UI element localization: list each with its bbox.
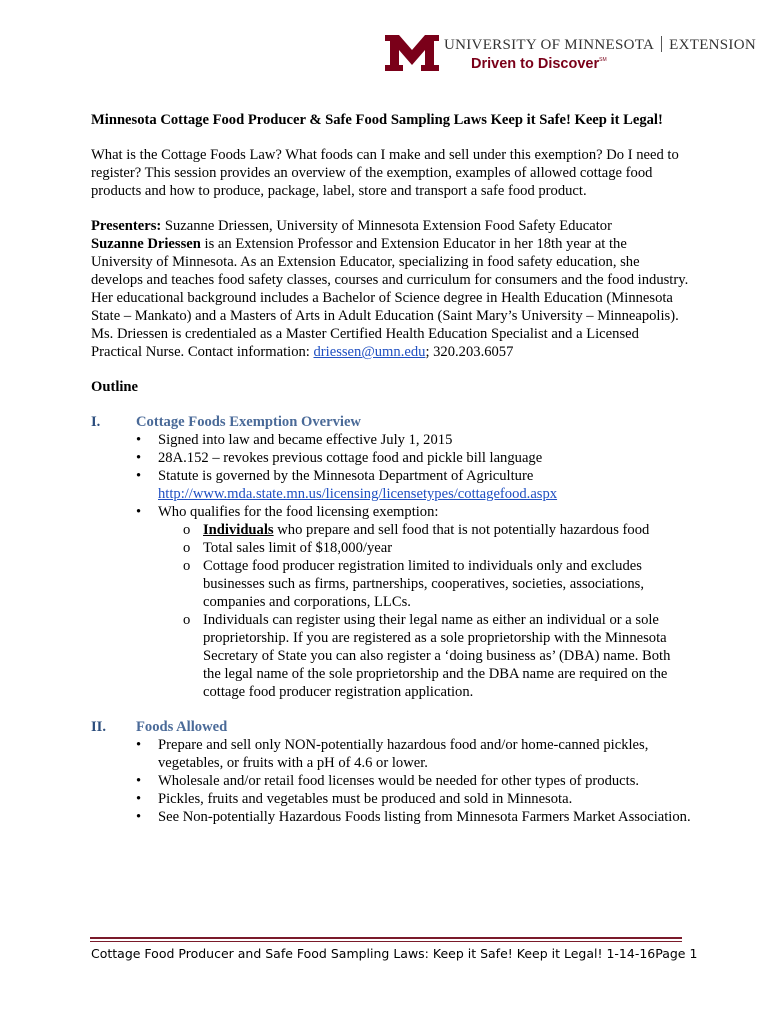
university-wordmark — [444, 36, 756, 54]
page-header — [385, 35, 756, 75]
list-item: • Signed into law and became effective July 1, 2015 — [158, 431, 691, 449]
list-item: • Wholesale and/or retail food licenses would be needed for other types of products. — [158, 772, 691, 790]
list-item — [158, 503, 691, 701]
tagline-text: Driven to Discover — [471, 56, 600, 72]
section-title: Cottage Foods Exemption Overview — [136, 414, 361, 430]
presenters-line — [91, 217, 691, 235]
footer-rule-thin — [90, 941, 682, 942]
page-number: Page 1 — [655, 946, 698, 961]
bio-paragraph — [91, 235, 691, 361]
service-mark: SM — [599, 57, 607, 63]
individuals-term: Individuals — [203, 522, 274, 538]
list-item-text: Who qualifies for the food licensing exemption: — [158, 504, 439, 520]
list-item: • 28A.152 – revokes previous cottage food and pickle bill language — [158, 449, 691, 467]
university-name: UNIVERSITY OF MINNESOTA — [444, 37, 655, 53]
unit-name: EXTENSION — [669, 37, 756, 53]
section-1-bullets — [91, 431, 691, 701]
list-item: • See Non-potentially Hazardous Foods listing from Minnesota Farmers Market Association. — [158, 808, 691, 826]
contact-email-link[interactable]: driessen@umn.edu — [313, 344, 426, 360]
document-body — [91, 111, 691, 826]
sub-list-item: o Total sales limit of $18,000/year — [203, 539, 691, 557]
sub-list-item — [203, 521, 691, 539]
wordmark-divider — [661, 36, 662, 52]
document-title: Minnesota Cottage Food Producer & Safe Food Sampling Laws Keep it Safe! Keep it Legal! — [91, 112, 663, 128]
mda-cottage-food-link[interactable]: http://www.mda.state.mn.us/licensing/licensetypes/cottagefood.aspx — [158, 486, 558, 502]
list-item: • Pickles, fruits and vegetables must be produced and sold in Minnesota. — [158, 790, 691, 808]
list-item: • Prepare and sell only NON-potentially hazardous food and/or home-canned pickles, vegetables, or fruits with a pH of 4.6 or lower. — [158, 736, 691, 772]
qualification-sublist — [158, 521, 691, 701]
presenters-label: Presenters: — [91, 218, 162, 234]
footer-title: Cottage Food Producer and Safe Food Sampling Laws: Keep it Safe! Keep it Legal! 1-14-16 — [91, 946, 656, 961]
sub-list-item: o Individuals can register using their legal name as either an individual or a sole proprietorship. If you are registered as a sole proprietorship with the Minnesota Secretary of State you can also register a ‘doing business as’ (DBA) name. Both the legal name of the sole proprietorship and the DBA name are required on the cottage food producer registration application. — [203, 611, 691, 701]
contact-phone: ; 320.203.6057 — [425, 344, 514, 360]
section-title: Foods Allowed — [136, 719, 228, 735]
tagline — [471, 56, 607, 72]
list-item — [158, 467, 691, 503]
bio-text: is an Extension Professor and Extension Educator in her 18th year at the University of Minnesota. As an Extension Educator, specializing in food safety education, she develops and teaches food safety classes, courses and curriculum for consumers and the food industry. Her educational background includes a Bachelor of Science degree in Health Education (Minnesota State – Mankato) and a Masters of Arts in Adult Education (Saint Mary’s University – Minneapolis). Ms. Driessen is credentialed as a Master Certified Health Education Specialist and a Licensed Practical Nurse. Contact information: — [91, 236, 689, 360]
section-1 — [91, 413, 691, 701]
sub-item-text: who prepare and sell food that is not potentially hazardous food — [273, 522, 650, 538]
footer-rule — [90, 937, 682, 939]
section-number: I. — [91, 414, 101, 430]
bio-name: Suzanne Driessen — [91, 236, 201, 252]
outline-heading: Outline — [91, 379, 139, 395]
page-footer — [91, 946, 698, 961]
list-item-text: Statute is governed by the Minnesota Department of Agriculture — [158, 468, 534, 484]
university-m-logo — [385, 35, 439, 71]
section-2-bullets — [91, 736, 691, 826]
section-number: II. — [91, 719, 107, 735]
intro-paragraph: What is the Cottage Foods Law? What foods can I make and sell under this exemption? Do I need to register? This session provides an overview of the exemption, examples of allowed cottage food products and how to produce, package, label, store and transport a safe food product. — [91, 147, 679, 199]
presenters-text: Suzanne Driessen, University of Minnesota Extension Food Safety Educator — [161, 218, 612, 234]
sub-list-item: o Cottage food producer registration limited to individuals only and excludes businesses such as firms, partnerships, cooperatives, societies, associations, companies and corporations, LLCs. — [203, 557, 691, 611]
section-2 — [91, 718, 691, 826]
